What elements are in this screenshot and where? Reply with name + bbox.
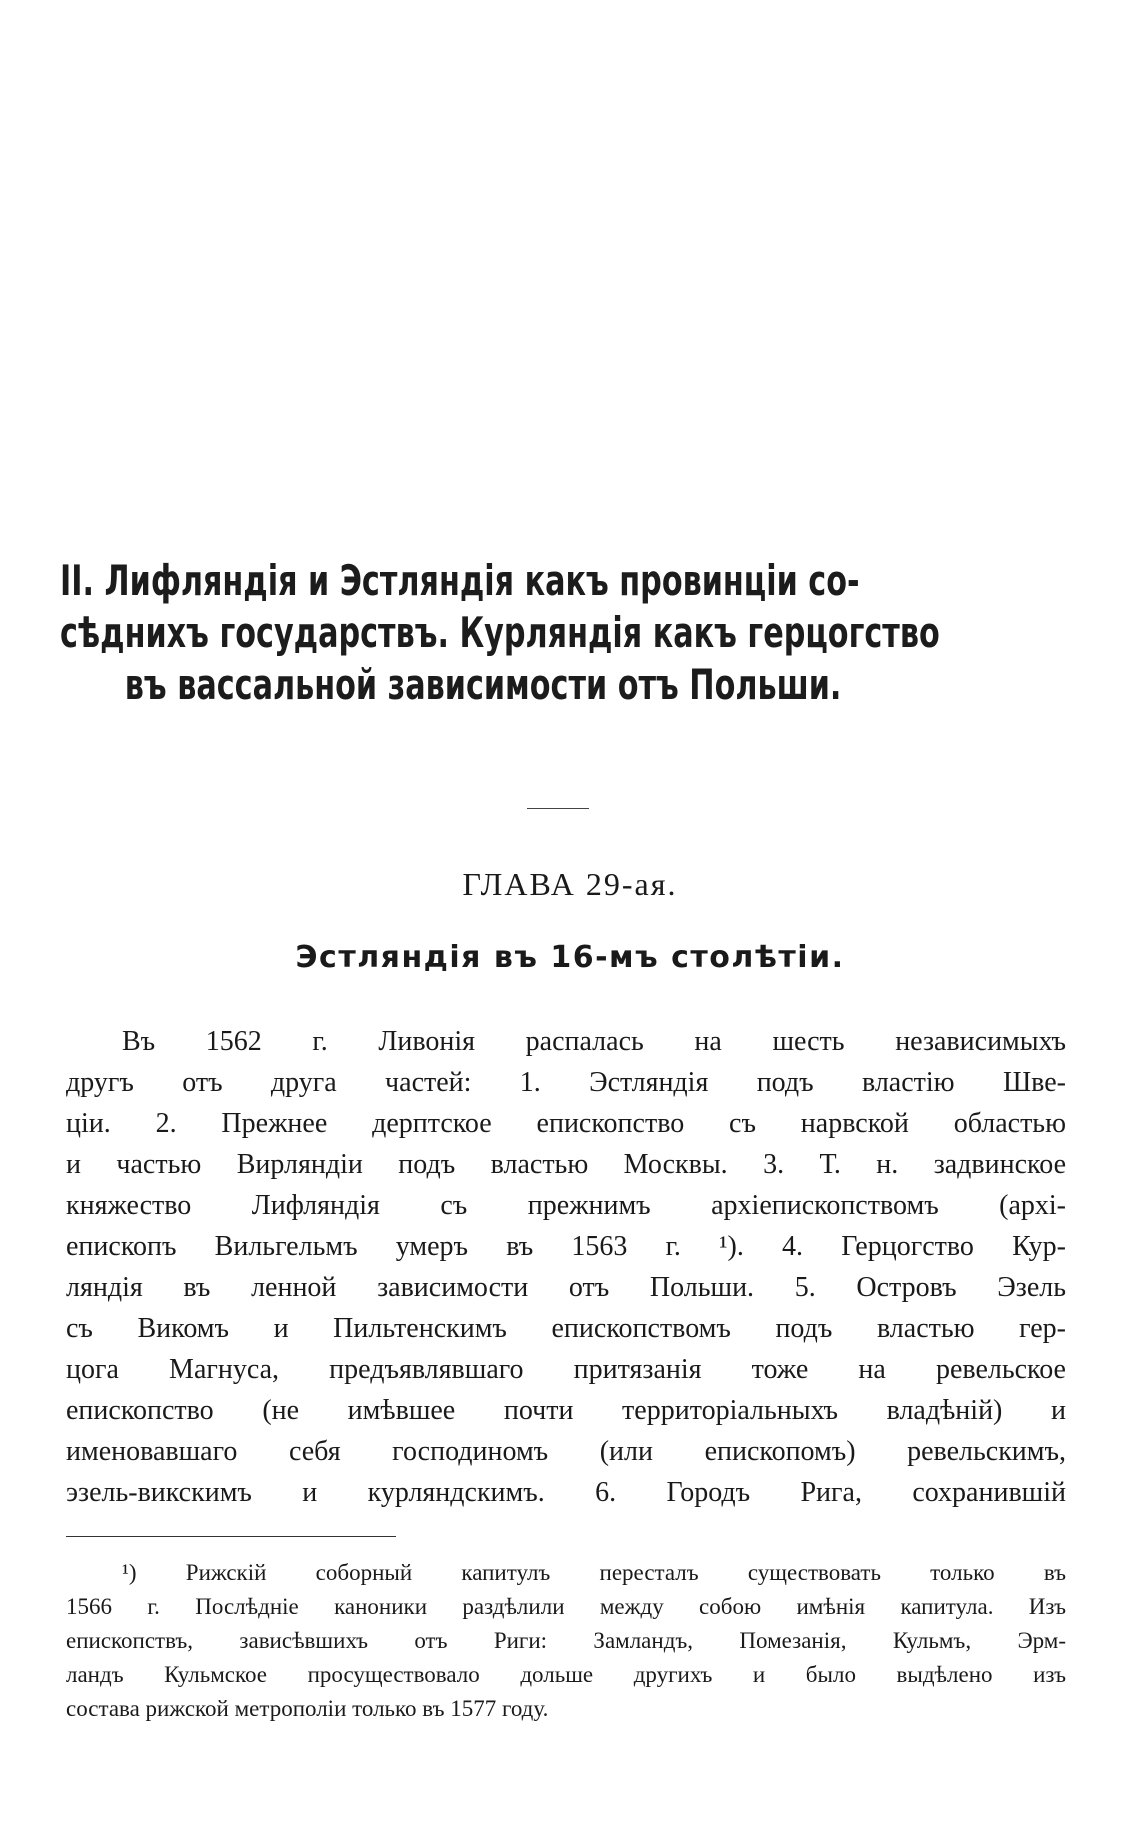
body-line: епископъ Вильгельмъ умеръ въ 1563 г. ¹). 4. Герцогство Кур-: [66, 1231, 1066, 1262]
body-line: эзель-викскимъ и курляндскимъ. 6. Городъ Рига, сохранившій: [66, 1477, 1066, 1508]
part-title-line-2: сѣднихъ государствъ. Курляндія какъ герцогство: [60, 608, 940, 657]
body-line: ляндія въ ленной зависимости отъ Польши. 5. Островъ Эзель: [66, 1272, 1066, 1303]
footnote-line: 1566 г. Послѣдніе каноники раздѣлили между собою имѣнія капитула. Изъ: [66, 1594, 1066, 1619]
body-line: другъ отъ друга частей: 1. Эстляндія подъ властію Шве-: [66, 1067, 1066, 1098]
body-line: Въ 1562 г. Ливонія распалась на шесть независимыхъ: [122, 1026, 1066, 1057]
section-divider: [527, 808, 589, 809]
body-line: епископство (не имѣвшее почти территоріальныхъ владѣній) и: [66, 1395, 1066, 1426]
body-line: съ Викомъ и Пильтенскимъ епископствомъ подъ властью гер-: [66, 1313, 1066, 1344]
body-line: княжество Лифляндія съ прежнимъ архіепископствомъ (архі-: [66, 1190, 1066, 1221]
part-title-line-3: въ вассальной зависимости отъ Польши.: [124, 660, 842, 709]
footnote-rule: [66, 1536, 396, 1537]
footnote-line: епископствъ, зависѣвшихъ отъ Риги: Замландъ, Помезанія, Кульмъ, Эрм-: [66, 1628, 1066, 1653]
chapter-heading: ГЛАВА 29-ая.: [462, 866, 678, 902]
body-line: именовавшаго себя господиномъ (или епископомъ) ревельскимъ,: [66, 1436, 1066, 1467]
chapter-subtitle: Эстляндія въ 16-мъ столѣтіи.: [295, 940, 845, 975]
part-title-line-1: II. Лифляндія и Эстляндія какъ провинціи со-: [60, 556, 860, 605]
footnote-line: состава рижской метрополіи только въ 1577 году.: [66, 1696, 549, 1721]
part-title: [60, 555, 1068, 711]
footnote-line: ландъ Кульмское просуществовало дольше другихъ и было выдѣлено изъ: [66, 1662, 1066, 1687]
footnote-line: ¹) Рижскій соборный капитулъ пересталъ существовать только въ: [122, 1560, 1066, 1585]
body-line: цога Магнуса, предъявлявшаго притязанія тоже на ревельское: [66, 1354, 1066, 1385]
body-line: ціи. 2. Прежнее дерптское епископство съ нарвской областью: [66, 1108, 1066, 1139]
body-line: и частью Вирляндіи подъ властью Москвы. 3. Т. н. задвинское: [66, 1149, 1066, 1180]
